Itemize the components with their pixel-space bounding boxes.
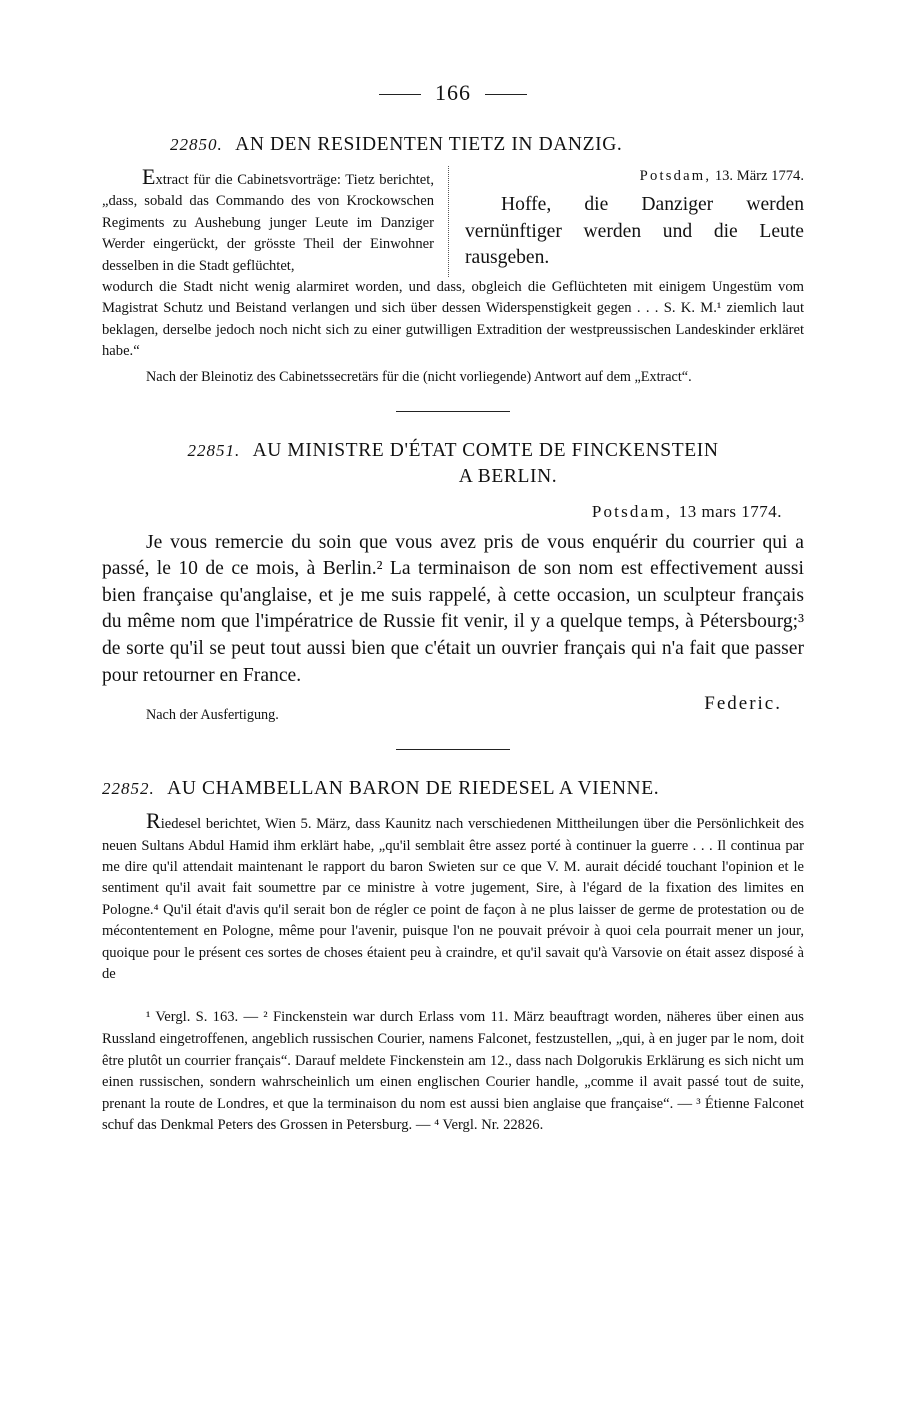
footnote-text: ¹ Vergl. S. 163. — ² Finckenstein war durch Erlass vom 11. März beauftragt worden, näheres über einen aus Russland eingetroffenen, angeblich russischen Courier, namens Falconet, festzustellen, „qui, à en juger par le nom, doit être plutôt un courrier français“. Darauf meldete Finckenstein am 12., dass nach Dolgorukis Erklärung es sich nicht um einen russischen, sondern wahrscheinlich um einen englischen Courier handle, „comme il avait passé tout de suite, prenant la route de Londres, et que la terminaison du nom est aussi bien anglaise que française“. — ³ Étienne Falconet schuf das Denkmal Peters des Grossen in Petersburg. — ⁴ Vergl. Nr. 22826. <box>102 1009 804 1134</box>
letter-date <box>465 166 804 186</box>
letter-22851-source: Nach der Ausfertigung. <box>146 707 279 724</box>
letter-number: 22851. <box>187 440 241 460</box>
extract-initial: E <box>142 164 156 189</box>
letter-number: 22850. <box>170 135 223 154</box>
letter-title: AU CHAMBELLAN BARON DE RIEDESEL A VIENNE. <box>167 778 660 800</box>
document-page <box>102 80 804 1137</box>
letter-22850-heading <box>170 132 804 158</box>
reply-column <box>449 166 804 277</box>
date-place: Potsdam, <box>639 168 712 184</box>
letter-title: AN DEN RESIDENTEN TIETZ IN DANZIG. <box>235 134 623 155</box>
letter-title-line2: A BERLIN. <box>458 465 558 487</box>
body-initial: R <box>146 808 161 834</box>
letter-22852-heading <box>102 776 804 802</box>
section-divider <box>396 749 510 750</box>
extract-column <box>102 166 449 277</box>
letter-22851-heading <box>102 438 804 464</box>
letter-22850-source: Nach der Bleinotiz des Cabinetssecretärs für die (nicht vorliegende) Antwort auf dem „Extract“. <box>146 368 692 385</box>
letter-date <box>102 502 782 522</box>
letter-22850-body <box>102 166 804 277</box>
date-rest: 13 mars 1774. <box>678 501 782 521</box>
section-divider <box>396 411 510 412</box>
letter-22851-body: Je vous remercie du soin que vous avez pris de vous enquérir du courrier qui a passé, le 10 de ce mois, à Berlin.² La terminaison de son nom est effectivement aussi bien française qu'anglaise, et je me suis rappelé, à cette occasion, un sculpteur français du même nom que l'impératrice de Russie fit venir, il y a quelque temps, à Pétersbourg;³ de sorte qu'il se peut tout aussi bien que c'était un ouvrier français qui n'a fait que passer pour retourner en France. <box>102 531 804 686</box>
date-place: Potsdam, <box>591 501 673 521</box>
reply-text: Hoffe, die Danziger werden vernünftiger werden und die Leute rausgeben. <box>465 194 804 269</box>
footnotes <box>102 1007 804 1137</box>
body-text: iedesel berichtet, Wien 5. März, dass Kaunitz nach verschiedenen Mittheilungen über die Persönlichkeit des neuen Sultans Abdul Hamid ihm erklärt habe, „qu'il semblait être assez porté à continuer la guerre . . . Il continua par me dire qu'il attendait maintenant le rapport du baron Swieten sur ce que V. M. aurait décidé touchant l'opinion et le sentiment qu'il avait fait soumettre par ce ministre à votre jugement, Sire, à l'égard de la fixation des limites en Pologne.⁴ Qu'il était d'avis qu'il serait bon de régler ce point de façon à ne plus laisser de germe de protestation ou de mécontentement en Pologne, même pour l'avenir, puisque l'on ne pouvait prévoir à quoi cela pourrait mener un jour, quoique pour le présent ces sortes de choses étaient peu à craindre, et qu'il savait qu'à Varsovie on était assez disposé à de <box>102 816 804 983</box>
page-number-line <box>102 80 804 106</box>
dash-left <box>379 94 421 95</box>
extract-text <box>102 166 434 277</box>
signature-block <box>102 693 804 725</box>
letter-22852-body <box>102 810 804 985</box>
letter-number: 22852. <box>102 779 155 799</box>
extract-first-part: xtract für die Cabinetsvorträge: Tietz berichtet, „dass, sobald das Commando des von Krockowschen Regiments zu Aushebung junger Leute im Danziger Werder eingerückt, der grösste Theil der Einwohner desselben in die Stadt geflüchtet, <box>102 172 434 274</box>
letter-title-line1: AU MINISTRE D'ÉTAT COMTE DE FINCKENSTEIN <box>252 439 719 461</box>
dash-right <box>485 94 527 95</box>
date-rest: 13. März 1774. <box>714 168 804 184</box>
page-number: 166 <box>435 80 471 105</box>
signature: Federic. <box>704 693 782 715</box>
extract-continued: wodurch die Stadt nicht wenig alarmiret worden, und dass, obgleich die Geflüchteten mit einigem Ungestüm vom Magistrat Schutz und Beistand verlangen und sich über dessen Widerspenstigkeit gegen . . . S. K. M.¹ ziemlich laut beklagen, derselbe jedoch noch nicht sich zu einer gutwilligen Extradition der westpreussischen Landeskinder erkläret habe.“ <box>102 279 804 360</box>
